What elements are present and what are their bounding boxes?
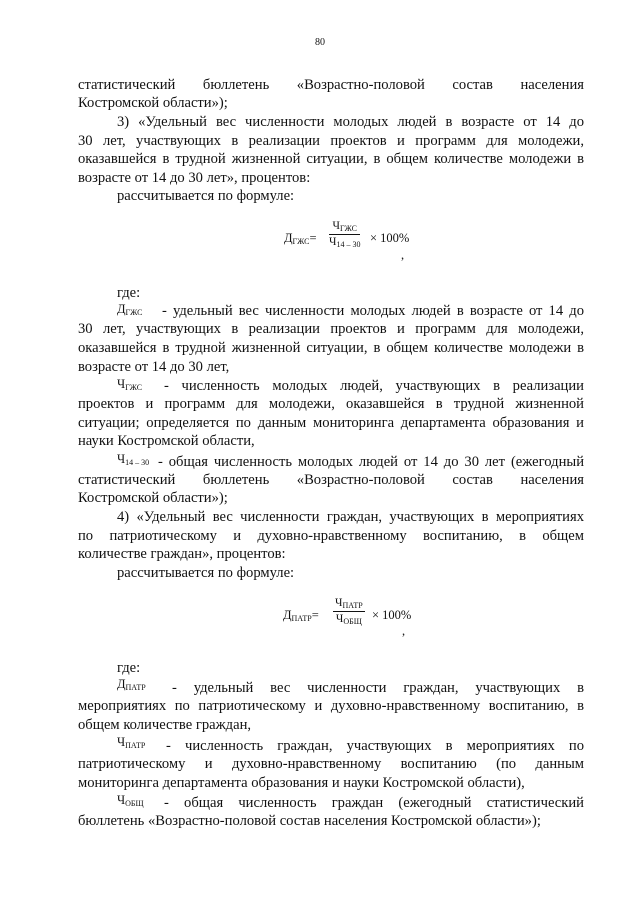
text-line: - численность молодых людей, участвующих в реализации xyxy=(164,378,584,394)
text-line: Костромской области»); xyxy=(78,490,228,506)
text-line: 3) «Удельный вес численности молодых людей в возрасте от 14 до xyxy=(117,114,584,130)
text-line: возрасте от 14 до 30 лет, xyxy=(78,359,230,375)
text-line: возрасте от 14 до 30 лет», процентов: xyxy=(78,170,311,186)
text-line: бюллетень «Возрастно-половой состав населения Костромской области»); xyxy=(78,813,541,829)
text-line: статистический бюллетень «Возрастно-половой состав населения xyxy=(78,472,584,488)
symbol-d-gzhs: $Д_{ГЖС}$ xyxy=(117,302,143,317)
formula-multiplier: × 100% xyxy=(370,231,410,245)
symbol-ch-gzhs: $Ч_{ГЖС}$ xyxy=(117,377,143,392)
formula-comma: , xyxy=(402,624,406,638)
text-line: проектов и программ для молодежи, оказавшейся в трудной жизненной xyxy=(78,396,584,412)
text-line: 4) «Удельный вес численности граждан, участвующих в мероприятиях xyxy=(117,509,584,525)
text-line: статистический бюллетень «Возрастно-половой состав населения xyxy=(78,77,584,93)
text-line: ситуации; определяется по данным мониторинга департамента образования и xyxy=(78,415,584,431)
formula-comma: , xyxy=(401,248,405,262)
page-number: 80 xyxy=(315,37,325,48)
text-line: где: xyxy=(117,660,141,676)
text-line: количестве граждан», процентов: xyxy=(78,546,286,562)
text-line: - удельный вес численности молодых людей в возрасте от 14 до xyxy=(162,303,584,319)
text-line: - общая численность молодых людей от 14 до 30 лет (ежегодный xyxy=(158,454,584,470)
text-line: по патриотическому и духовно-нравственному воспитанию, в общем xyxy=(78,528,584,544)
formula-lhs: $Д_{ПАТР}=$ xyxy=(283,608,319,623)
text-line: рассчитывается по формуле: xyxy=(117,188,295,204)
text-line: мониторинга департамента образования и науки Костромской области), xyxy=(78,775,525,791)
formula-multiplier: × 100% xyxy=(372,608,412,622)
text-line: общем количестве граждан, xyxy=(78,717,252,733)
text-line: науки Костромской области, xyxy=(78,433,255,449)
text-line: - общая численность граждан (ежегодный статистический xyxy=(164,795,584,811)
text-line: 30 лет, участвующих в реализации проектов и программ для молодежи, xyxy=(78,321,584,337)
symbol-d-patr: $Д_{ПАТР}$ xyxy=(117,677,146,692)
formula-fraction: $Ч_{ГЖС}$ $Ч_{14 - 30}$ xyxy=(329,220,361,249)
symbol-ch-1430: $Ч_{14 - 30}$ xyxy=(117,452,150,467)
text-line: оказавшейся в трудной жизненной ситуации, в общем количестве молодежи в xyxy=(78,151,584,167)
text-line: патриотическому и духовно-нравственному воспитанию (по данным xyxy=(78,756,584,772)
text-line: - численность граждан, участвующих в мероприятиях по xyxy=(166,738,584,754)
symbol-ch-patr: $Ч_{ПАТР}$ xyxy=(117,735,146,750)
formula-fraction: $Ч_{ПАТР}$ $Ч_{ОБЩ}$ xyxy=(335,597,363,626)
text-line: Костромской области»); xyxy=(78,95,228,111)
text-line: 30 лет, участвующих в реализации проектов и программ для молодежи, xyxy=(78,133,584,149)
formula-lhs: $Д_{ГЖС}=$ xyxy=(284,231,317,246)
text-line: - удельный вес численности граждан, участвующих в xyxy=(172,680,584,696)
text-line: рассчитывается по формуле: xyxy=(117,565,295,581)
text-line: мероприятиях по патриотическому и духовно-нравственному воспитанию, в xyxy=(78,698,584,714)
symbol-ch-obsh: $Ч_{ОБЩ}$ xyxy=(117,793,144,808)
text-line: где: xyxy=(117,285,141,301)
text-line: оказавшейся в трудной жизненной ситуации, в общем количестве молодежи в xyxy=(78,340,584,356)
